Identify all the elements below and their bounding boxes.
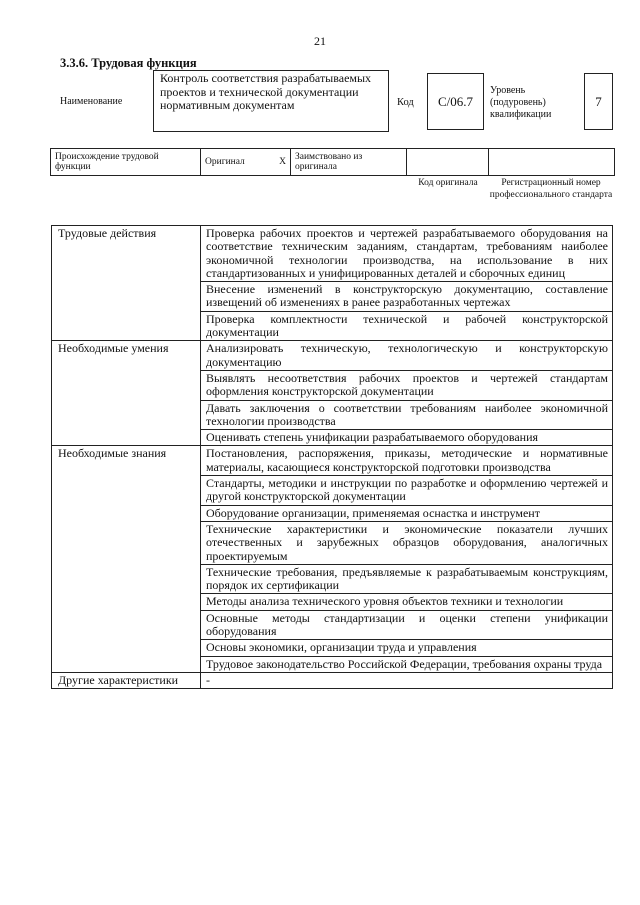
origin-label: Происхождение трудовой функции (51, 149, 201, 176)
function-name-box: Контроль соответствия разрабатываемых проектов и технической документации нормативным документам (153, 70, 389, 132)
original-label: Оригинал (201, 149, 269, 176)
description-cell: Технические характеристики и экономические показатели лучших отечественных и зарубежных образцов оборудования, аналогичных проектируемым (201, 521, 613, 564)
original-mark: X (269, 149, 291, 176)
description-cell: Внесение изменений в конструкторскую документацию, составление извещений об изменениях в ранее разработанных чертежах (201, 282, 613, 312)
original-code-caption: Код оригинала (418, 178, 478, 188)
description-cell: - (201, 672, 613, 688)
table-row (52, 341, 613, 371)
description-cell: Основные методы стандартизации и оценки степени унификации оборудования (201, 610, 613, 640)
name-label: Наименование (60, 96, 123, 107)
table-row (52, 226, 613, 282)
description-cell: Давать заключения о соответствии требованиям наиболее экономичной технологии производства (201, 400, 613, 430)
description-cell: Стандарты, методики и инструкции по разработке и оформлению чертежей и другой конструкторской документации (201, 476, 613, 506)
level-value-box: 7 (584, 73, 613, 130)
description-cell: Анализировать техническую, технологическую и конструкторскую документацию (201, 341, 613, 371)
description-cell: Проверка комплектности технической и рабочей конструкторской документации (201, 311, 613, 341)
code-label: Код (397, 97, 414, 108)
description-cell: Оборудование организации, применяемая оснастка и инструмент (201, 505, 613, 521)
description-cell: Выявлять несоответствия рабочих проектов и чертежей стандартам оформления конструкторской документации (201, 370, 613, 400)
origin-code-cell (407, 149, 489, 176)
description-cell: Постановления, распоряжения, приказы, методические и нормативные материалы, касающиеся конструкторской подготовки производства (201, 446, 613, 476)
origin-reg-cell (489, 149, 615, 176)
category-cell: Необходимые умения (52, 341, 201, 446)
category-cell: Необходимые знания (52, 446, 201, 672)
description-cell: Основы экономики, организации труда и управления (201, 640, 613, 656)
category-cell: Трудовые действия (52, 226, 201, 341)
borrowed-label: Заимствовано из оригинала (291, 149, 407, 176)
description-cell: Проверка рабочих проектов и чертежей разрабатываемого оборудования на соответствие техническим заданиям, стандартам, требованиям наиболее экономичной технологии производства, на использование в них стандартизованных и унифицированных деталей и сборочных единиц (201, 226, 613, 282)
description-cell: Методы анализа технического уровня объектов техники и технологии (201, 594, 613, 610)
description-cell: Оценивать степень унификации разрабатываемого оборудования (201, 430, 613, 446)
level-label: Уровень (подуровень) квалификации (490, 85, 552, 120)
function-details-table (51, 225, 613, 689)
table-row (52, 672, 613, 688)
code-value-box: С/06.7 (427, 73, 484, 130)
origin-table (50, 148, 615, 176)
table-row (52, 446, 613, 476)
category-cell: Другие характеристики (52, 672, 201, 688)
section-title: 3.3.6. Трудовая функция (60, 56, 197, 70)
registration-number-caption: Регистрационный номер профессионального стандарта (489, 178, 613, 200)
description-cell: Трудовое законодательство Российской Федерации, требования охраны труда (201, 656, 613, 672)
description-cell: Технические требования, предъявляемые к разрабатываемым конструкциям, порядок их сертификации (201, 564, 613, 594)
page-number: 21 (314, 34, 326, 48)
